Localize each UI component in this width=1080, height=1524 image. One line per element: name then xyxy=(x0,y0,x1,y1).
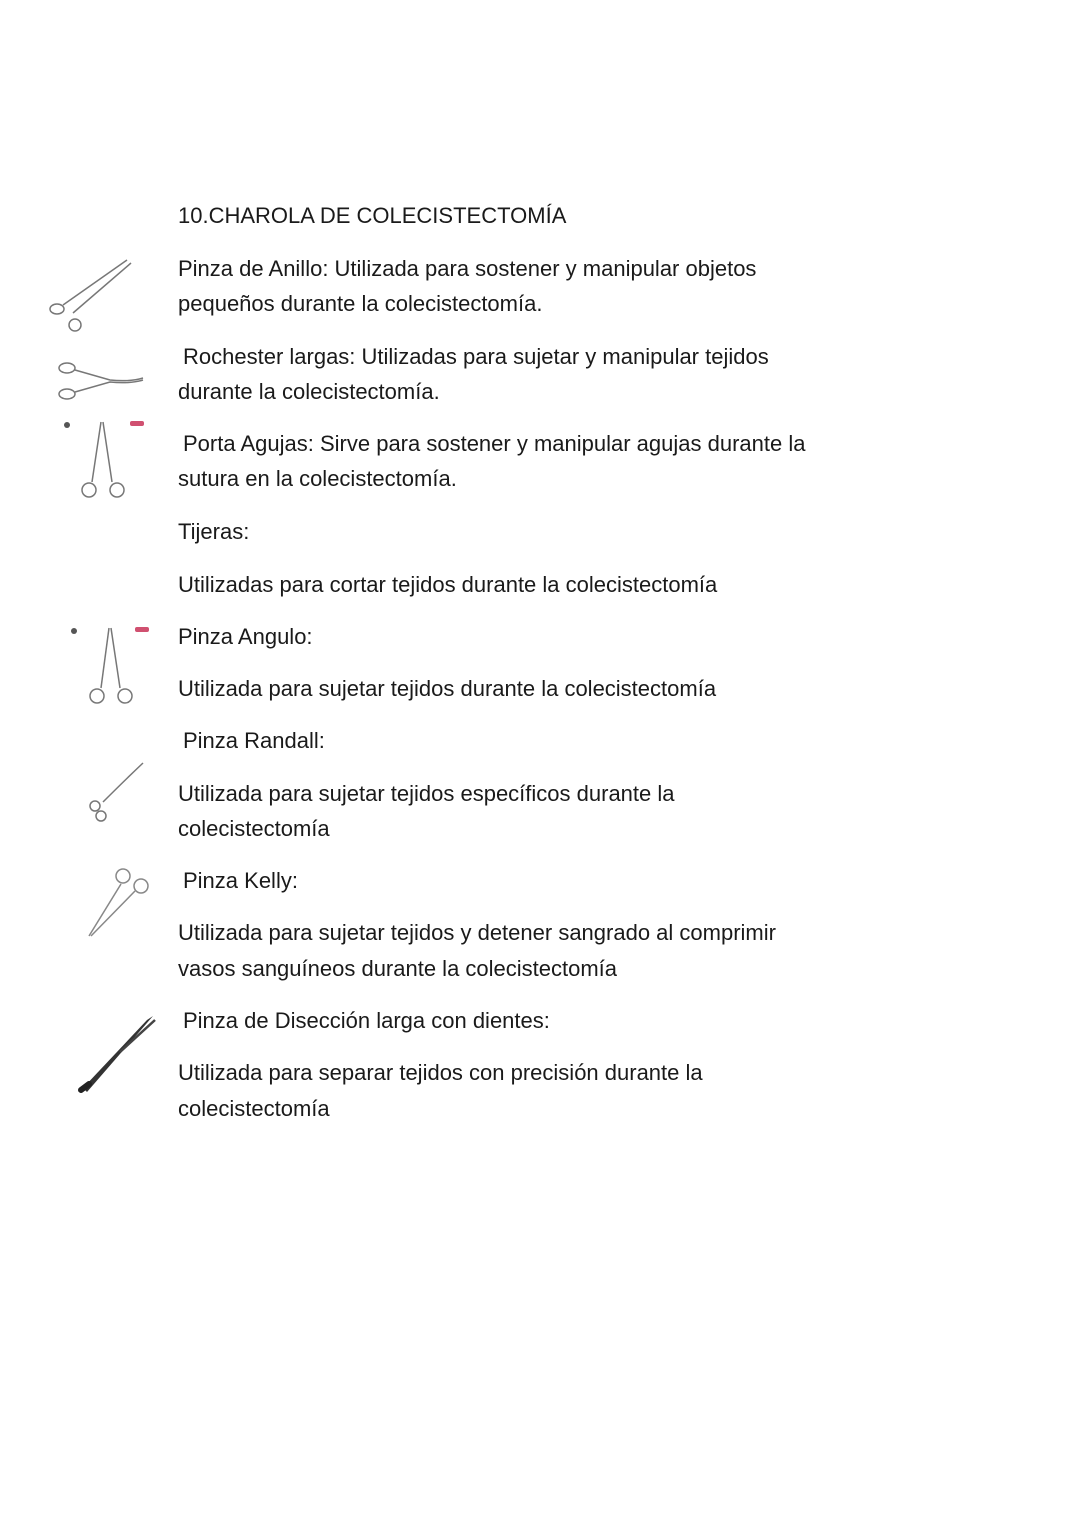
item-desc: colecistectomía xyxy=(178,1096,330,1121)
ring-forceps-icon xyxy=(45,255,135,337)
item-desc: Utilizada para sujetar tejidos durante la colecistectomía xyxy=(178,676,717,701)
item-name: Pinza Kelly: xyxy=(183,868,298,893)
item-text: Pinza de Anillo: Utilizada para sostener y manipular objetos xyxy=(178,256,757,281)
item-text: pequeños durante la colecistectomía. xyxy=(178,291,543,316)
item-desc: vasos sanguíneos durante la colecistectomía xyxy=(178,956,618,981)
item-name: Pinza Randall: xyxy=(183,728,325,753)
item-desc: Utilizadas para cortar tejidos durante la colecistectomía xyxy=(178,572,718,597)
item-text: Rochester largas: Utilizadas para sujetar y manipular tejidos xyxy=(183,344,769,369)
item-text: sutura en la colecistectomía. xyxy=(178,466,457,491)
item-text: Porta Agujas: Sirve para sostener y manipular agujas durante la xyxy=(183,431,806,456)
item-name: Pinza Angulo: xyxy=(178,624,313,649)
item-name: Tijeras: xyxy=(178,519,250,544)
item-desc: Utilizada para sujetar tejidos y detener sangrado al comprimir xyxy=(178,920,776,945)
angle-forceps-icon xyxy=(65,624,155,709)
kelly-forceps-icon xyxy=(85,866,155,941)
dissection-forceps-icon xyxy=(75,1012,160,1097)
item-desc: Utilizada para sujetar tejidos específicos durante la xyxy=(178,781,675,806)
randall-forceps-icon xyxy=(85,760,147,825)
item-desc: colecistectomía xyxy=(178,816,330,841)
item-name: Pinza de Disección larga con dientes: xyxy=(183,1008,550,1033)
item-desc: Utilizada para separar tejidos con precisión durante la xyxy=(178,1060,703,1085)
item-text: durante la colecistectomía. xyxy=(178,379,440,404)
rochester-forceps-icon xyxy=(55,360,147,405)
page-title: 10.CHAROLA DE COLECISTECTOMÍA xyxy=(178,203,567,228)
needle-holder-icon xyxy=(60,418,150,503)
